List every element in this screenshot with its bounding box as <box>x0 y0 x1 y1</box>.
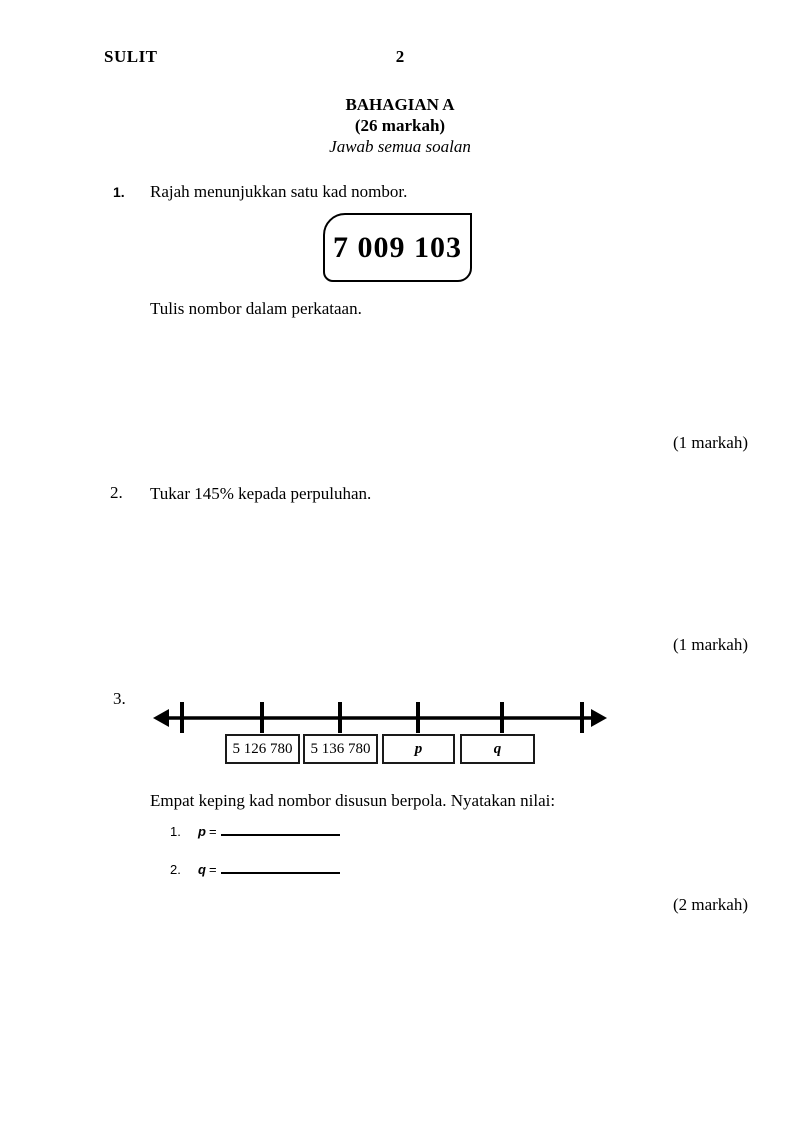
number-card <box>323 213 472 282</box>
answer-index: 2. <box>170 862 181 877</box>
answer-variable: p <box>198 824 206 839</box>
answer-variable: q <box>198 862 206 877</box>
section-title: BAHAGIAN A <box>345 95 455 114</box>
card-value: 5 136 780 <box>310 740 371 757</box>
answer-row-q <box>170 859 340 878</box>
question-3-prompt: Empat keping kad nombor disusun berpola. Nyatakan nilai: <box>150 791 556 810</box>
number-line-card-2 <box>303 734 378 764</box>
equals-sign: = <box>208 862 217 877</box>
classification-label: SULIT <box>104 47 158 66</box>
number-line-card-1 <box>225 734 300 764</box>
question-2-marks: (1 markah) <box>672 635 748 654</box>
answer-blank-line <box>221 859 340 874</box>
left-arrow-icon <box>153 709 169 727</box>
question-1-text: Rajah menunjukkan satu kad nombor. <box>150 182 408 201</box>
number-line-card-p <box>382 734 455 764</box>
section-marks: (26 markah) <box>354 116 446 135</box>
question-2-text: Tukar 145% kepada perpuluhan. <box>150 484 372 503</box>
number-card-value: 7 009 103 <box>333 230 462 264</box>
answer-blank-line <box>221 821 340 836</box>
right-arrow-icon <box>591 709 607 727</box>
card-value: p <box>414 740 423 757</box>
question-3-marks: (2 markah) <box>672 895 748 914</box>
question-1-marks: (1 markah) <box>672 433 748 452</box>
question-2-number: 2. <box>110 483 123 502</box>
number-line-card-q <box>460 734 535 764</box>
question-3-number: 3. <box>113 689 126 708</box>
number-line <box>150 698 620 738</box>
answer-index: 1. <box>170 824 181 839</box>
answer-row-p <box>170 821 340 840</box>
card-value: q <box>493 740 502 757</box>
question-1-prompt: Tulis nombor dalam perkataan. <box>150 299 362 318</box>
section-instruction: Jawab semua soalan <box>329 137 471 156</box>
question-1-number: 1. <box>113 184 125 200</box>
page-number: 2 <box>395 47 405 66</box>
card-value: 5 126 780 <box>232 740 293 757</box>
section-heading <box>0 94 800 157</box>
equals-sign: = <box>208 824 217 839</box>
